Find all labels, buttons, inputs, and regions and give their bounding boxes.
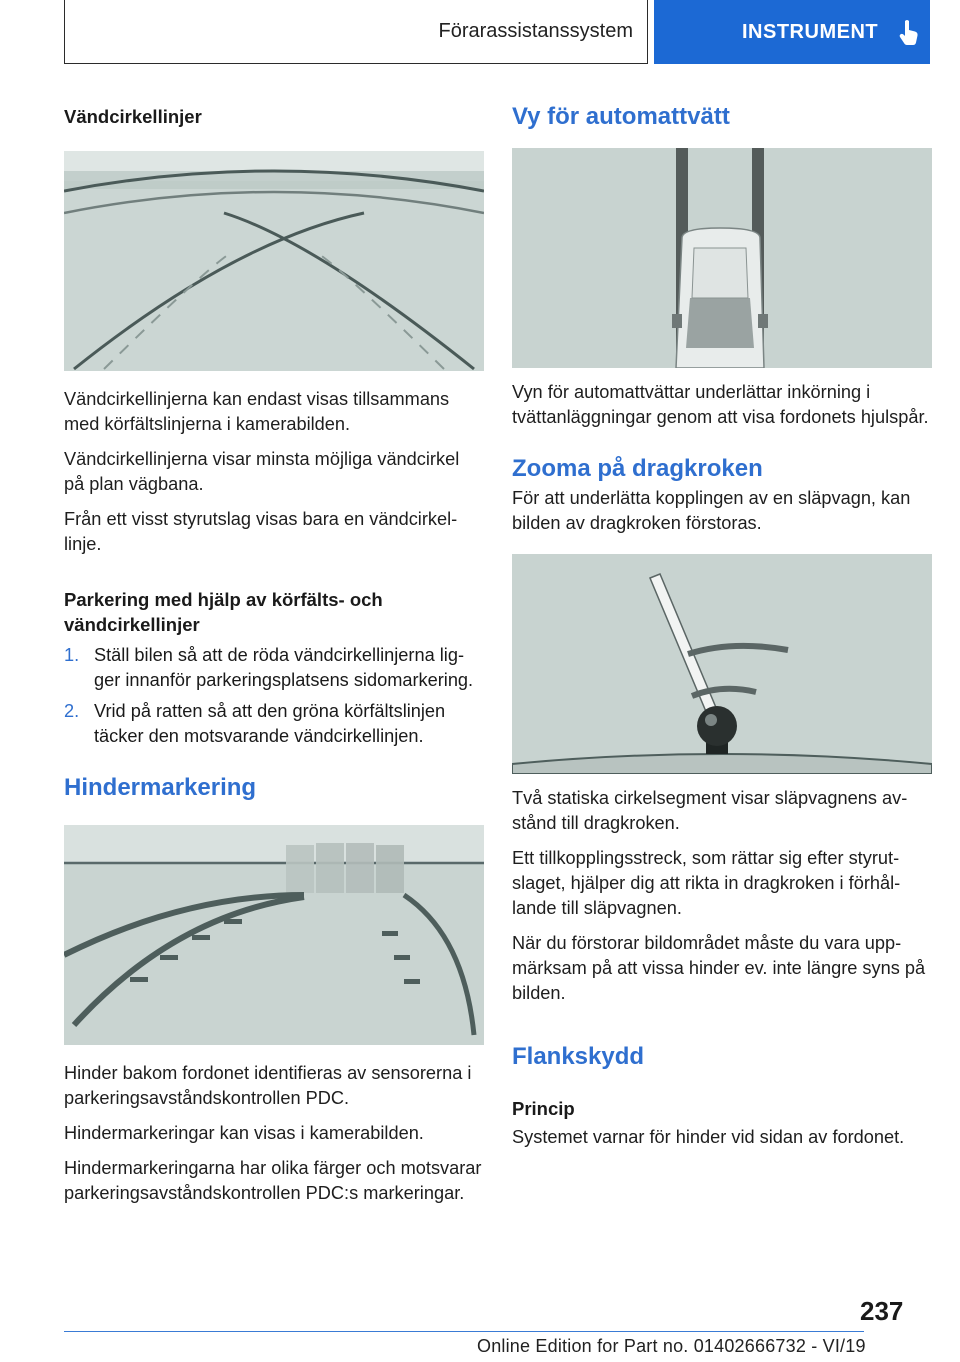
paragraph-turning-lines-3: Från ett visst styrutslag visas bara en vändcirkellinje. [64,509,458,554]
header-section-label: Förarassistanssystem [438,20,633,42]
step-number: 2. [64,701,80,721]
section-title-obstacle-marking: Hindermarkering [64,774,257,801]
footer-edition-text: Online Edition for Part no. 01402666732 - VI/19 [477,1336,866,1356]
obstacle-marking-image [64,825,484,1045]
header-section-tab [64,0,648,64]
heading-principle: Princip [512,1098,575,1119]
section-title-side-protection: Flankskydd [512,1043,645,1070]
paragraph-obstacle-2: Hindermarkeringar kan visas i kamerabilden. [64,1123,424,1143]
hand-pointer-icon [898,19,920,45]
header-chapter-tab [654,0,930,64]
section-title-zoom-tow-hitch: Zooma på dragkroken [512,455,763,482]
page-number: 237 [860,1296,904,1326]
paragraph-obstacle-1: Hinder bakom fordonet identifieras av sensorerna i parkeringsavståndskontrollen PDC. [64,1063,472,1108]
paragraph-car-wash: Vyn för automattvättar underlättar inkörning i tvättanläggningar genom att visa fordonets hjulspår. [512,382,929,427]
paragraph-turning-lines-1: Vändcirkellinjerna kan endast visas tillsammans med körfältslinjerna i kamerabilden. [64,389,450,434]
paragraph-zoom-4: När du förstorar bildområdet måste du vara uppmärksam på att vissa hinder ev. inte längre syns på bilden. [512,933,926,1003]
paragraph-side-protection: Systemet varnar för hinder vid sidan av fordonet. [512,1127,905,1147]
car-wash-view-image [512,148,932,368]
footer-divider [64,1331,864,1332]
step-text: Vrid på ratten så att den gröna körfältslinjen täcker den motsvarande vändcirkellinjen. [94,701,446,746]
turning-circle-lines-image [64,151,484,371]
paragraph-obstacle-3: Hindermarkeringarna har olika färger och motsvarar parkeringsavståndskontrollen PDC:s markeringar. [64,1158,482,1203]
paragraph-turning-lines-2: Vändcirkellinjerna visar minsta möjliga vändcirkel på plan vägbana. [64,449,460,494]
paragraph-zoom-3: Ett tillkopplingsstreck, som rättar sig efter styrutslaget, hjälper dig att rikta in dragkroken i förhållande till släpvagnen. [512,848,901,918]
heading-parking-assist: Parkering med hjälp av körfälts- och vändcirkellinjer [64,589,383,635]
heading-turning-circle-lines: Vändcirkellinjer [64,106,202,127]
section-title-car-wash-view: Vy för automattvätt [512,103,730,130]
header-chapter-label: INSTRUMENT [742,20,879,43]
step-text: Ställ bilen så att de röda vändcirkellinjerna ligger innanför parkeringsplatsens sidomarkering. [94,645,474,690]
tow-hitch-zoom-image [512,554,932,774]
right-column [512,100,932,1150]
left-column [64,100,484,1206]
paragraph-zoom-1: För att underlätta kopplingen av en släpvagn, kan bilden av dragkroken förstoras. [512,488,911,533]
step-number: 1. [64,645,80,665]
paragraph-zoom-2: Två statiska cirkelsegment visar släpvagnens avstånd till dragkroken. [512,788,908,833]
step-1 [64,643,484,693]
step-2 [64,699,484,749]
